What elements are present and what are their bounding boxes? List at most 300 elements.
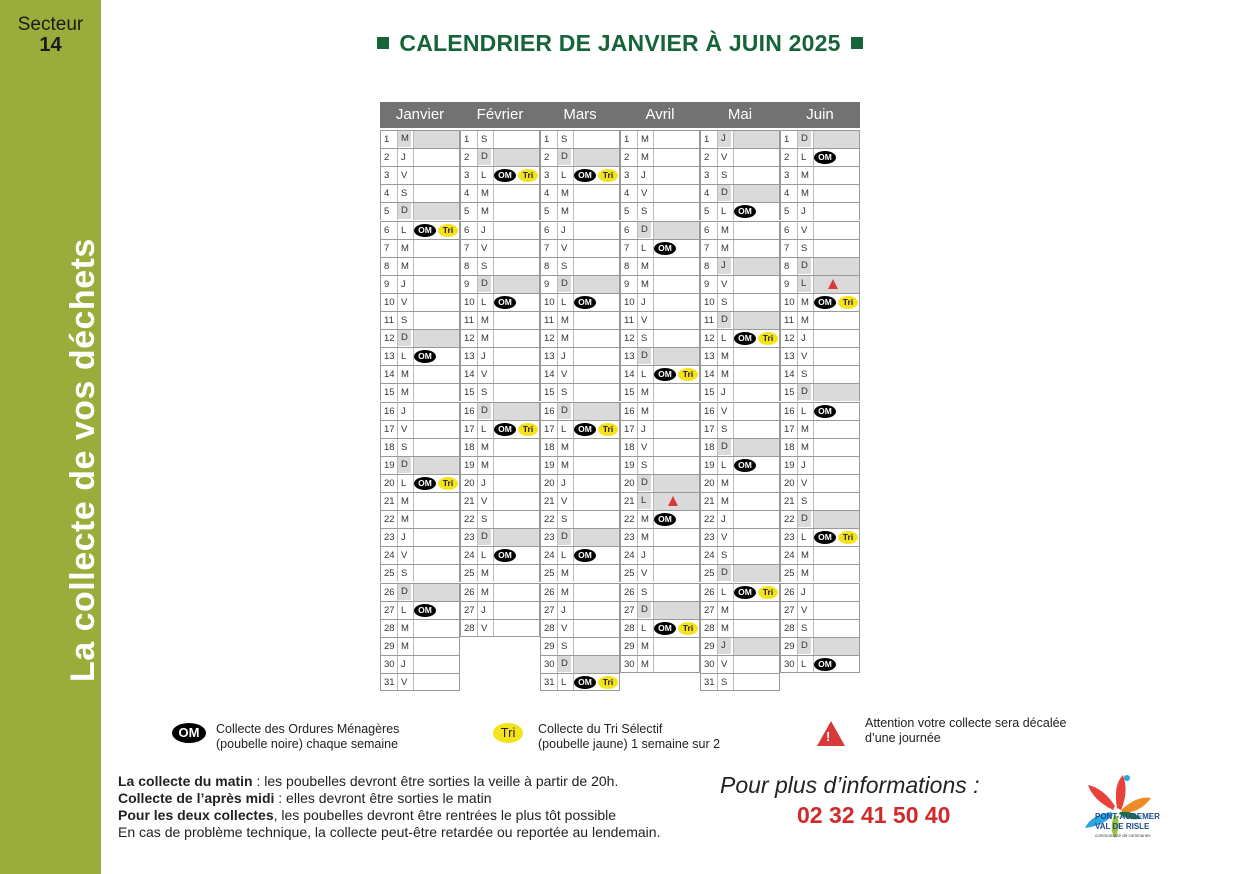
cell-divider: [397, 602, 398, 619]
cell-divider: [813, 457, 814, 474]
cell-divider: [717, 547, 718, 564]
cell-divider: [733, 493, 734, 510]
day-number: 16: [624, 405, 635, 417]
weekday-letter: M: [481, 206, 489, 218]
cell-divider: [573, 330, 574, 347]
cell-divider: [573, 240, 574, 257]
day-number: 9: [704, 278, 710, 290]
day-cell: [620, 221, 700, 239]
day-cell: [380, 221, 460, 239]
weekday-letter: M: [801, 188, 809, 200]
weekday-letter: M: [398, 131, 411, 147]
cell-divider: [413, 330, 414, 347]
day-number: 16: [384, 405, 395, 417]
cell-divider: [653, 149, 654, 166]
day-cell: [700, 365, 780, 383]
cell-divider: [813, 493, 814, 510]
month-header: Mars: [540, 102, 620, 128]
day-cell: [380, 564, 460, 582]
cell-divider: [717, 384, 718, 401]
cell-divider: [397, 258, 398, 275]
cell-divider: [653, 529, 654, 546]
weekday-letter: V: [721, 152, 728, 164]
weekday-letter: D: [558, 276, 571, 292]
day-number: 3: [624, 170, 630, 182]
day-number: 16: [704, 405, 715, 417]
cell-divider: [397, 312, 398, 329]
cell-divider: [397, 384, 398, 401]
sector-number: 14: [39, 34, 62, 56]
square-bullet-icon: [851, 37, 863, 49]
om-collection-badge: OM: [814, 405, 836, 418]
weekday-letter: D: [798, 384, 811, 400]
cell-divider: [637, 294, 638, 311]
cell-divider: [717, 276, 718, 293]
legend-om-line2: (poubelle noire) chaque semaine: [216, 737, 399, 751]
cell-divider: [717, 167, 718, 184]
day-number: 21: [624, 496, 635, 507]
weekday-letter: M: [401, 514, 409, 526]
day-cell: [620, 601, 700, 619]
weekday-letter: V: [481, 369, 488, 381]
cell-divider: [557, 511, 558, 528]
weekday-letter: M: [561, 206, 569, 218]
cell-divider: [653, 131, 654, 148]
tri-collection-badge: Tri: [758, 332, 778, 345]
day-cell: [700, 166, 780, 184]
day-number: 14: [384, 369, 395, 381]
om-collection-badge: OM: [814, 531, 836, 544]
cell-divider: [813, 547, 814, 564]
day-number: 2: [464, 152, 470, 164]
day-number: 8: [624, 260, 630, 272]
day-number: 4: [384, 188, 390, 200]
info-block: [118, 773, 660, 841]
cell-divider: [797, 403, 798, 420]
cell-divider: [813, 312, 814, 329]
cell-divider: [397, 547, 398, 564]
day-cell: [540, 166, 620, 184]
day-cell: [700, 420, 780, 438]
cell-divider: [413, 421, 414, 438]
weekday-letter: M: [801, 568, 809, 580]
day-number: 8: [544, 260, 550, 272]
om-collection-badge: OM: [574, 169, 596, 182]
day-cell: [460, 583, 540, 601]
cell-divider: [413, 620, 414, 637]
day-number: 23: [704, 532, 715, 544]
weekday-letter: J: [561, 224, 566, 236]
cell-divider: [493, 529, 494, 546]
cell-divider: [733, 366, 734, 383]
day-cell: [540, 528, 620, 546]
day-cell: [460, 601, 540, 619]
cell-divider: [493, 185, 494, 202]
day-number: 11: [544, 315, 554, 326]
day-number: 3: [784, 170, 790, 182]
day-number: 25: [704, 568, 715, 580]
cell-divider: [557, 185, 558, 202]
cell-divider: [573, 475, 574, 492]
day-number: 14: [784, 369, 795, 381]
tri-collection-badge: Tri: [598, 423, 618, 436]
day-cell: [380, 673, 460, 691]
cell-divider: [477, 547, 478, 564]
day-cell: [460, 239, 540, 257]
cell-divider: [413, 403, 414, 420]
cell-divider: [637, 131, 638, 148]
day-cell: [540, 148, 620, 166]
day-cell: [620, 329, 700, 347]
info-line-2: [118, 790, 660, 807]
weekday-letter: D: [718, 185, 731, 201]
day-cell: [620, 311, 700, 329]
day-cell: [780, 184, 860, 202]
day-number: 30: [384, 658, 395, 670]
cell-divider: [573, 602, 574, 619]
weekday-letter: V: [401, 423, 408, 435]
day-cell: [780, 130, 860, 148]
cell-divider: [637, 240, 638, 257]
info-line-1: [118, 773, 660, 790]
day-cell: [700, 438, 780, 456]
cell-divider: [493, 620, 494, 636]
cell-divider: [413, 258, 414, 275]
day-cell: [460, 275, 540, 293]
cell-divider: [797, 547, 798, 564]
weekday-letter: M: [481, 188, 489, 200]
cell-divider: [397, 348, 398, 365]
cell-divider: [477, 185, 478, 202]
cell-divider: [493, 149, 494, 166]
day-number: 5: [784, 206, 790, 218]
cell-divider: [637, 620, 638, 637]
cell-divider: [637, 167, 638, 184]
day-number: 13: [784, 351, 795, 363]
warning-icon: [828, 279, 838, 289]
weekday-letter: J: [561, 604, 566, 616]
day-cell: [620, 438, 700, 456]
tri-collection-badge: Tri: [438, 224, 458, 237]
cell-divider: [653, 348, 654, 365]
cell-divider: [637, 638, 638, 655]
weekday-letter: J: [401, 532, 406, 544]
weekday-letter: L: [401, 224, 407, 236]
cell-divider: [557, 620, 558, 637]
weekday-letter: L: [638, 493, 651, 509]
day-cell: [380, 239, 460, 257]
cell-divider: [493, 276, 494, 293]
day-number: 23: [544, 532, 555, 544]
cell-divider: [477, 348, 478, 365]
day-number: 19: [544, 459, 555, 471]
tri-collection-badge: Tri: [678, 622, 698, 635]
cell-divider: [637, 584, 638, 601]
cell-divider: [557, 674, 558, 690]
day-number: 17: [784, 423, 795, 435]
tri-collection-badge: Tri: [598, 169, 618, 182]
weekday-letter: V: [721, 405, 728, 417]
logo-line-3: communauté de communes: [1095, 833, 1151, 838]
day-number: 10: [704, 296, 715, 308]
day-number: 7: [624, 242, 630, 254]
cell-divider: [573, 131, 574, 148]
cell-divider: [573, 493, 574, 510]
cell-divider: [813, 240, 814, 257]
weekday-letter: D: [478, 149, 491, 165]
cell-divider: [717, 674, 718, 690]
cell-divider: [573, 276, 574, 293]
day-number: 3: [544, 170, 550, 182]
day-number: 2: [384, 152, 390, 164]
cell-divider: [477, 511, 478, 528]
info-line-2-text: : elles devront être sorties le matin: [274, 790, 492, 806]
cell-divider: [557, 131, 558, 148]
day-cell: [620, 655, 700, 673]
om-collection-badge: OM: [734, 205, 756, 218]
day-cell: [380, 275, 460, 293]
weekday-letter: D: [718, 439, 731, 455]
day-number: 12: [464, 333, 475, 345]
weekday-letter: V: [561, 496, 568, 507]
day-cell: [380, 528, 460, 546]
day-number: 1: [784, 134, 790, 145]
day-cell: [780, 166, 860, 184]
weekday-letter: M: [641, 387, 649, 399]
weekday-letter: S: [721, 550, 728, 562]
om-collection-badge: OM: [494, 169, 516, 182]
cell-divider: [637, 511, 638, 528]
cell-divider: [493, 565, 494, 582]
day-cell: [460, 383, 540, 401]
tri-collection-badge: Tri: [838, 296, 858, 309]
day-cell: [540, 130, 620, 148]
cell-divider: [653, 565, 654, 582]
weekday-letter: J: [801, 206, 806, 218]
cell-divider: [797, 330, 798, 347]
cell-divider: [797, 185, 798, 202]
day-cell: [540, 311, 620, 329]
om-collection-badge: OM: [734, 459, 756, 472]
day-cell: [700, 311, 780, 329]
weekday-letter: V: [401, 677, 408, 688]
more-info-label: Pour plus d’informations :: [720, 772, 980, 798]
weekday-letter: V: [481, 496, 488, 507]
day-cell: [540, 402, 620, 420]
cell-divider: [733, 149, 734, 166]
cell-divider: [413, 529, 414, 546]
day-cell: [380, 438, 460, 456]
cell-divider: [477, 384, 478, 401]
weekday-letter: L: [641, 242, 647, 254]
cell-divider: [493, 475, 494, 492]
day-number: 30: [544, 658, 555, 670]
day-number: 12: [784, 333, 795, 345]
om-collection-badge: OM: [814, 296, 836, 309]
cell-divider: [733, 222, 734, 239]
day-cell: [620, 166, 700, 184]
day-cell: [460, 184, 540, 202]
weekday-letter: J: [718, 258, 731, 274]
cell-divider: [797, 312, 798, 329]
day-number: 15: [784, 387, 795, 399]
weekday-letter: L: [561, 296, 567, 308]
day-number: 27: [464, 604, 475, 616]
weekday-letter: J: [801, 333, 806, 345]
weekday-letter: S: [561, 134, 568, 145]
cell-divider: [413, 547, 414, 564]
cell-divider: [797, 203, 798, 220]
weekday-letter: L: [401, 477, 407, 489]
cell-divider: [397, 475, 398, 492]
cell-divider: [653, 602, 654, 619]
cell-divider: [637, 312, 638, 329]
cell-divider: [717, 222, 718, 239]
day-number: 28: [624, 622, 635, 634]
day-number: 3: [384, 170, 390, 182]
cell-divider: [397, 511, 398, 528]
weekday-letter: M: [801, 550, 809, 562]
day-cell: [700, 619, 780, 637]
cell-divider: [717, 203, 718, 220]
weekday-letter: D: [718, 565, 731, 581]
cell-divider: [813, 185, 814, 202]
day-number: 15: [704, 387, 715, 399]
cell-divider: [733, 294, 734, 311]
day-cell: [620, 637, 700, 655]
day-number: 19: [384, 459, 395, 471]
om-collection-badge: OM: [814, 658, 836, 671]
cell-divider: [557, 294, 558, 311]
day-cell: [540, 546, 620, 564]
day-cell: [540, 510, 620, 528]
cell-divider: [637, 258, 638, 275]
cell-divider: [637, 529, 638, 546]
day-number: 13: [704, 351, 715, 363]
cell-divider: [413, 674, 414, 690]
cell-divider: [637, 547, 638, 564]
cell-divider: [653, 638, 654, 655]
day-cell: [780, 383, 860, 401]
cell-divider: [557, 638, 558, 655]
cell-divider: [573, 312, 574, 329]
day-cell: [460, 293, 540, 311]
cell-divider: [717, 584, 718, 601]
om-collection-badge: OM: [414, 224, 436, 237]
weekday-letter: S: [481, 387, 488, 399]
phone-number[interactable]: 02 32 41 50 40: [797, 802, 951, 828]
day-number: 26: [464, 586, 475, 598]
weekday-letter: M: [561, 188, 569, 200]
day-cell: [700, 655, 780, 673]
weekday-letter: J: [481, 351, 486, 363]
weekday-letter: L: [561, 170, 567, 182]
weekday-letter: J: [561, 351, 566, 363]
day-cell: [780, 438, 860, 456]
weekday-letter: D: [638, 475, 651, 491]
cell-divider: [477, 312, 478, 329]
weekday-letter: M: [641, 152, 649, 164]
om-collection-badge: OM: [574, 549, 596, 562]
day-number: 14: [464, 369, 475, 381]
cell-divider: [813, 439, 814, 456]
cell-divider: [797, 366, 798, 383]
day-cell: [620, 492, 700, 510]
cell-divider: [557, 312, 558, 329]
weekday-letter: M: [401, 369, 409, 381]
day-number: 28: [784, 622, 795, 634]
cell-divider: [813, 384, 814, 401]
weekday-letter: J: [721, 387, 726, 399]
cell-divider: [637, 366, 638, 383]
day-number: 24: [624, 550, 635, 562]
day-number: 25: [464, 568, 475, 580]
day-number: 20: [784, 477, 795, 489]
weekday-letter: S: [721, 296, 728, 308]
weekday-letter: M: [721, 369, 729, 381]
weekday-letter: D: [638, 602, 651, 618]
cell-divider: [557, 384, 558, 401]
cell-divider: [477, 203, 478, 220]
cell-divider: [413, 493, 414, 510]
day-cell: [780, 637, 860, 655]
weekday-letter: S: [801, 369, 808, 381]
cell-divider: [573, 149, 574, 166]
weekday-letter: L: [481, 550, 487, 562]
day-number: 11: [384, 315, 394, 326]
om-collection-badge: OM: [654, 622, 676, 635]
cell-divider: [477, 330, 478, 347]
cell-divider: [413, 565, 414, 582]
om-collection-badge: OM: [494, 423, 516, 436]
day-number: 22: [624, 514, 635, 526]
cell-divider: [397, 240, 398, 257]
day-cell: [780, 546, 860, 564]
day-number: 1: [624, 134, 630, 145]
day-number: 21: [544, 496, 555, 507]
day-cell: [460, 456, 540, 474]
day-cell: [540, 383, 620, 401]
day-cell: [540, 474, 620, 492]
cell-divider: [413, 203, 414, 220]
cell-divider: [477, 620, 478, 636]
day-number: 20: [384, 477, 395, 489]
day-number: 26: [544, 586, 555, 598]
weekday-letter: D: [558, 149, 571, 165]
day-cell: [700, 637, 780, 655]
cell-divider: [813, 258, 814, 275]
cell-divider: [493, 131, 494, 148]
weekday-letter: M: [481, 441, 489, 453]
weekday-letter: L: [641, 622, 647, 634]
day-cell: [700, 130, 780, 148]
cell-divider: [653, 656, 654, 672]
cell-divider: [797, 565, 798, 582]
cell-divider: [797, 529, 798, 546]
weekday-letter: D: [398, 584, 411, 600]
cell-divider: [397, 403, 398, 420]
weekday-letter: M: [401, 622, 409, 634]
day-cell: [540, 202, 620, 220]
cell-divider: [717, 330, 718, 347]
cell-divider: [797, 439, 798, 456]
cell-divider: [797, 493, 798, 510]
weekday-letter: J: [401, 152, 406, 164]
day-cell: [620, 275, 700, 293]
cell-divider: [653, 457, 654, 474]
weekday-letter: M: [641, 405, 649, 417]
weekday-letter: J: [561, 477, 566, 489]
